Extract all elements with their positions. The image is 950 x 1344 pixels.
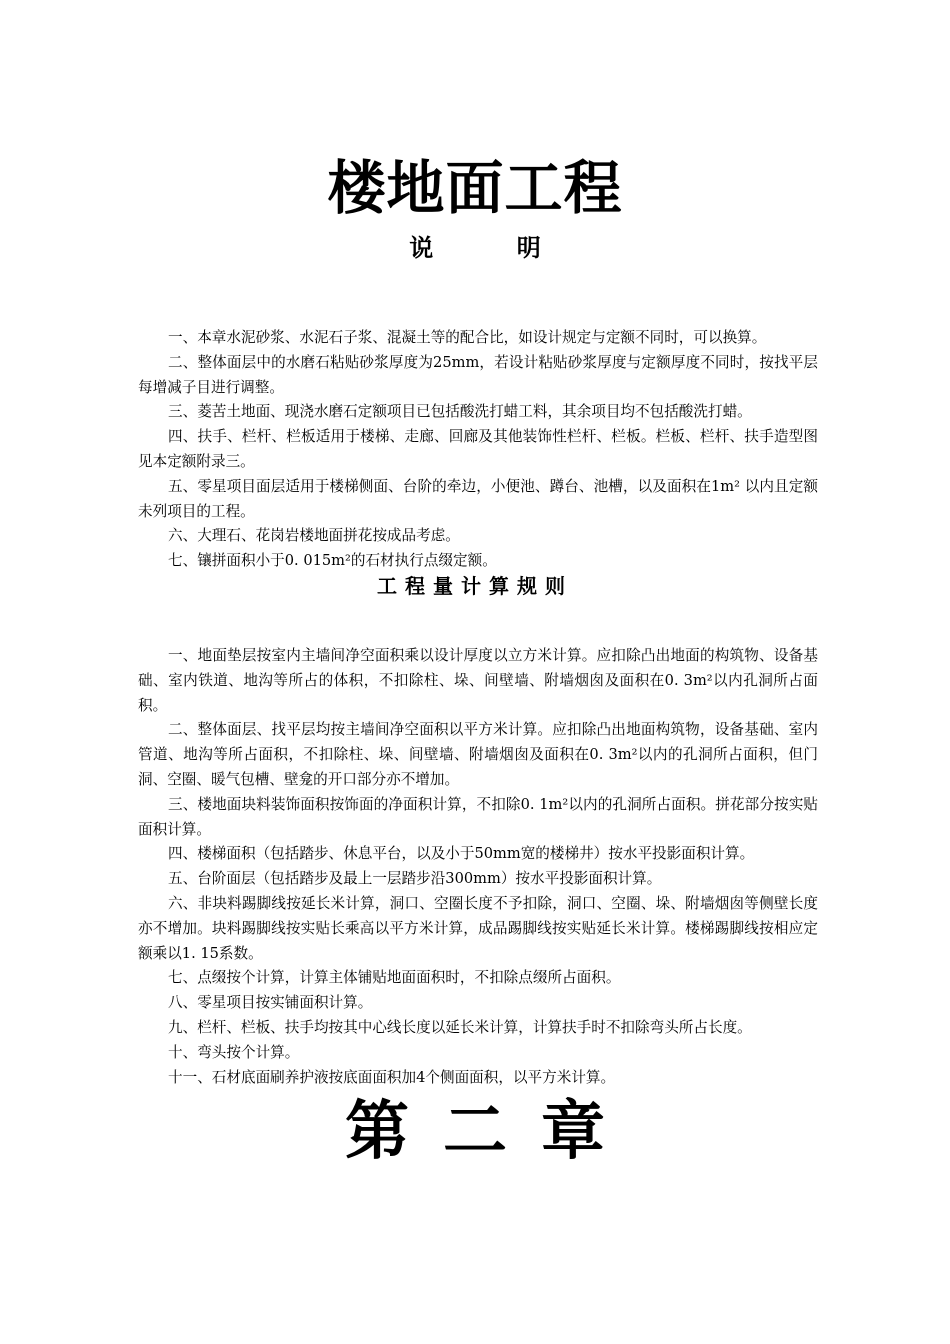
chapter-heading: 第二章 xyxy=(345,1095,639,1169)
intro-item: 三、菱苦土地面、现浇水磨石定额项目已包括酸洗打蜡工料，其余项目均不包括酸洗打蜡。 xyxy=(168,403,752,421)
rule-item: 二、整体面层、找平层均按主墙间净空面积以平方米计算。应扣除凸出地面构筑物，设备基础、室内管道、地沟等所占面积，不扣除柱、垛、间壁墙、附墙烟囱及面积在0. 3m²以内的孔洞所占面积，但门洞、空圈、暖气包槽、壁龛的开口部分亦不增加。 xyxy=(138,721,818,788)
intro-item: 五、零星项目面层适用于楼梯侧面、台阶的牵边，小便池、蹲台、池槽，以及面积在1m² 以内且定额未列项目的工程。 xyxy=(138,477,818,520)
intro-item: 六、大理石、花岗岩楼地面拼花按成品考虑。 xyxy=(168,527,460,545)
rule-item: 九、栏杆、栏板、扶手均按其中心线长度以延长米计算，计算扶手时不扣除弯头所占长度。 xyxy=(168,1018,752,1036)
rules-list xyxy=(138,644,818,1090)
intro-item: 二、整体面层中的水磨石粘贴砂浆厚度为25mm，若设计粘贴砂浆厚度与定额厚度不同时，按找平层每增减子目进行调整。 xyxy=(138,353,818,396)
section-subtitle: 说 明 xyxy=(409,234,541,262)
page-title: 楼地面工程 xyxy=(327,154,623,222)
rule-item: 一、地面垫层按室内主墙间净空面积乘以设计厚度以立方米计算。应扣除凸出地面的构筑物、设备基础、室内铁道、地沟等所占的体积，不扣除柱、垛、间壁墙、附墙烟囱及面积在0. 3m²以内孔洞所占面积。 xyxy=(138,647,818,714)
rule-item: 十、弯头按个计算。 xyxy=(168,1043,300,1061)
intro-item: 七、镶拼面积小于0. 015m²的石材执行点缀定额。 xyxy=(168,552,497,570)
rule-item: 八、零星项目按实铺面积计算。 xyxy=(168,994,373,1012)
intro-list xyxy=(138,326,818,574)
rule-item: 六、非块料踢脚线按延长米计算，洞口、空圈长度不予扣除，洞口、空圈、垛、附墙烟囱等侧壁长度亦不增加。块料踢脚线按实贴长乘高以平方米计算，成品踢脚线按实贴延长米计算。楼梯踢脚线按相应定额乘以1. 15系数。 xyxy=(138,894,818,962)
intro-item: 一、本章水泥砂浆、水泥石子浆、混凝土等的配合比，如设计规定与定额不同时，可以换算。 xyxy=(168,329,767,346)
intro-item: 四、扶手、栏杆、栏板适用于楼梯、走廊、回廊及其他装饰性栏杆、栏板。栏板、栏杆、扶手造型图见本定额附录三。 xyxy=(138,428,818,470)
rule-item: 七、点缀按个计算，计算主体铺贴地面面积时，不扣除点缀所占面积。 xyxy=(168,969,621,987)
rules-heading: 工程量计算规则 xyxy=(377,574,573,598)
rule-item: 十一、石材底面刷养护液按底面面积加4个侧面面积，以平方米计算。 xyxy=(168,1068,616,1086)
rule-item: 四、楼梯面积（包括踏步、休息平台，以及小于50mm宽的楼梯井）按水平投影面积计算。 xyxy=(168,845,755,863)
rule-item: 五、台阶面层（包括踏步及最上一层踏步沿300mm）按水平投影面积计算。 xyxy=(168,870,662,888)
rule-item: 三、楼地面块料装饰面积按饰面的净面积计算，不扣除0. 1m²以内的孔洞所占面积。拼花部分按实贴面积计算。 xyxy=(138,795,818,838)
